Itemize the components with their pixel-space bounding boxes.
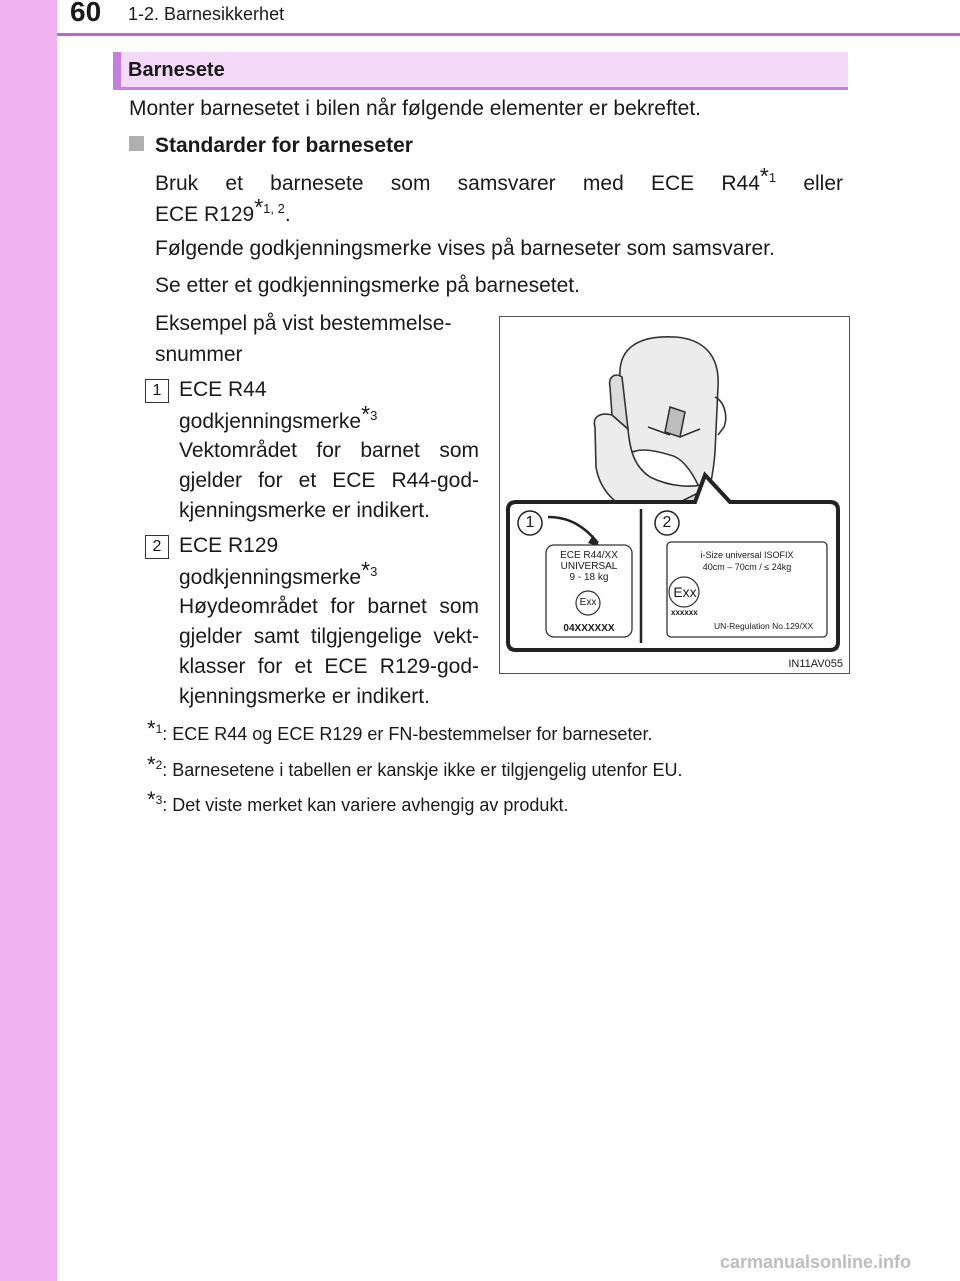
footnote-star-icon: * xyxy=(147,752,156,777)
child-seat-illustration xyxy=(500,317,849,673)
footnote-ref: 1, 2 xyxy=(263,201,285,216)
footnote-1 xyxy=(147,716,653,746)
label1-code: 04XXXXXX xyxy=(563,623,615,634)
label2-text xyxy=(667,549,827,573)
item2-line1: Høydeområdet for barnet som xyxy=(179,595,479,618)
item2-line4: kjenningsmerke er indikert. xyxy=(179,685,430,708)
footnote-1-number: 1 xyxy=(155,722,163,736)
standards-text-c: ECE R129 xyxy=(155,203,255,226)
watermark: carmanualsonline.info xyxy=(720,1252,912,1272)
label2-line1: i-Size universal ISOFIX xyxy=(700,550,794,560)
page-side-tab xyxy=(0,0,57,1281)
callout-1-label: 1 xyxy=(525,514,535,531)
intro-text: Monter barnesetet i bilen når følgende elementer er bekreftet. xyxy=(129,97,701,120)
label1-line2: UNIVERSAL xyxy=(560,561,618,572)
footnote-ref: 3 xyxy=(370,408,378,423)
standards-heading: Standarder for barneseter xyxy=(155,134,413,157)
footnote-ref: 1 xyxy=(768,170,777,185)
footnote-2-number: 2 xyxy=(155,758,163,772)
item2-subtitle-text: godkjenningsmerke xyxy=(179,566,362,589)
label2-code: xxxxxx xyxy=(671,608,698,617)
standards-p3: Se etter et godkjenningsmerke på barnesetet. xyxy=(155,274,580,297)
item-number-2: 2 xyxy=(145,535,169,559)
label2-regulation: UN-Regulation No.129/XX xyxy=(714,621,814,631)
standards-paragraph-line2 xyxy=(155,194,291,230)
item1-line1: Vektområdet for barnet som xyxy=(179,439,479,462)
label2-line2: 40cm – 70cm / ≤ 24kg xyxy=(702,562,792,572)
standards-text-b: eller xyxy=(803,172,843,195)
example-line1: Eksempel på vist bestemmelse- xyxy=(155,312,452,335)
item2-line2: gjelder samt tilgjengelige vekt- xyxy=(179,625,479,648)
footnote-star-icon: * xyxy=(361,557,371,583)
item-number-1: 1 xyxy=(145,379,169,403)
callout-2-label: 2 xyxy=(662,514,672,531)
footnote-3-text: : Det viste merket kan variere avhengig av produkt. xyxy=(162,795,569,815)
standards-text-a: Bruk et barnesete som samsvarer med ECE R44 xyxy=(155,172,760,195)
section-accent xyxy=(113,52,121,87)
standards-text-end: . xyxy=(284,203,291,226)
child-seat-figure xyxy=(499,316,850,674)
item2-line3: klasser for et ECE R129-god- xyxy=(179,655,479,678)
item1-subtitle xyxy=(179,401,378,437)
footnote-star-icon: * xyxy=(254,194,264,220)
footnote-star-icon: * xyxy=(147,716,156,741)
item1-subtitle-text: godkjenningsmerke xyxy=(179,410,362,433)
item1-line3: kjenningsmerke er indikert. xyxy=(179,499,430,522)
footnote-1-text: : ECE R44 og ECE R129 er FN-bestemmelser for barneseter. xyxy=(162,724,653,744)
item2-subtitle xyxy=(179,557,378,593)
footnote-3 xyxy=(147,787,569,817)
footnote-2-text: : Barnesetene i tabellen er kanskje ikke er tilgjengelig utenfor EU. xyxy=(162,760,683,780)
footnote-star-icon: * xyxy=(759,163,769,189)
item2-title: ECE R129 xyxy=(179,534,279,557)
footnote-ref: 3 xyxy=(370,564,378,579)
section-header xyxy=(113,52,848,90)
bullet-square-icon xyxy=(129,136,144,151)
figure-code: IN11AV055 xyxy=(788,658,843,670)
footnote-2 xyxy=(147,752,683,782)
label1-line3: 9 - 18 kg xyxy=(569,572,609,583)
section-title: Barnesete xyxy=(128,59,225,81)
example-line2: snummer xyxy=(155,343,243,366)
item1-title: ECE R44 xyxy=(179,378,267,401)
item1-line2: gjelder for et ECE R44-god- xyxy=(179,469,479,492)
footnote-star-icon: * xyxy=(361,401,371,427)
page-number: 60 xyxy=(70,0,102,27)
standards-p2: Følgende godkjenningsmerke vises på barneseter som samsvarer. xyxy=(155,237,775,260)
chapter-title: 1-2. Barnesikkerhet xyxy=(128,4,285,24)
footnote-3-number: 3 xyxy=(155,793,163,807)
label1-e-mark: Exx xyxy=(579,597,597,608)
label2-e-mark: Exx xyxy=(673,584,697,600)
label1-text xyxy=(546,550,632,583)
label1-line1: ECE R44/XX xyxy=(560,550,618,561)
header-divider xyxy=(57,33,960,36)
footnote-star-icon: * xyxy=(147,787,156,812)
